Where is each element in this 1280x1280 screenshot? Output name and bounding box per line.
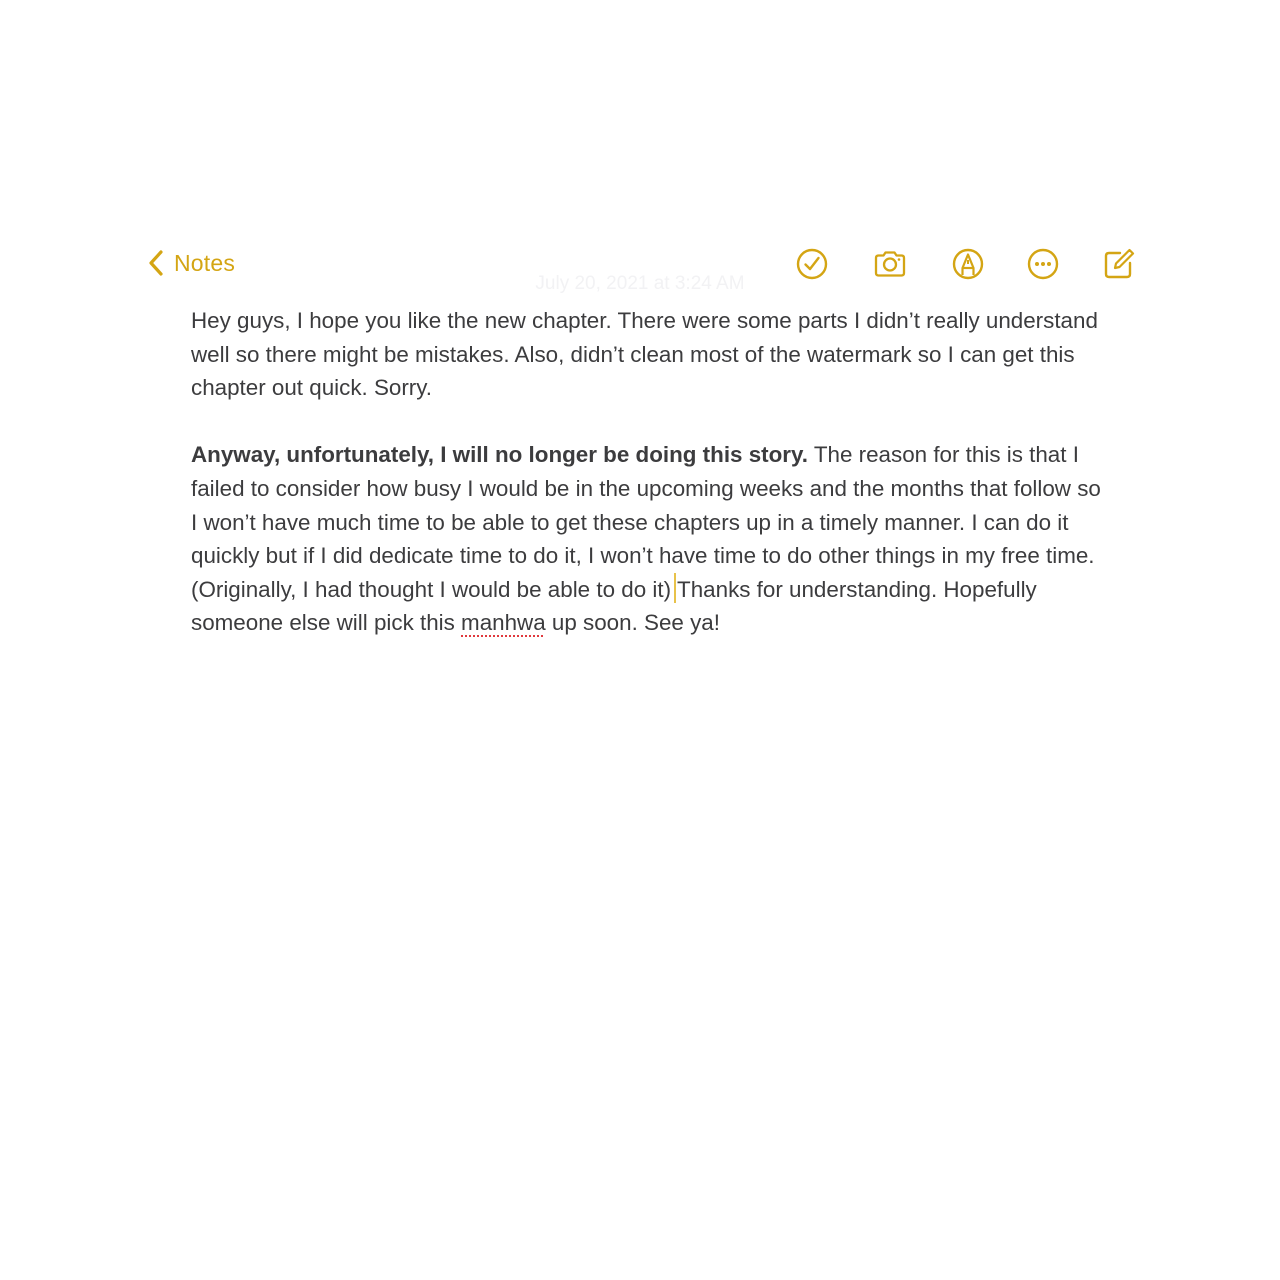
note-paragraph-1: Hey guys, I hope you like the new chapter. There were some parts I didn’t really understand well so there might be mistakes. Also, didn’t clean most of the watermark so I can get this chapter out quick. Sorry. xyxy=(191,308,1098,401)
paragraph-2-after-cursor: Thanks for understanding. Hopefully someone else will pick this xyxy=(191,576,1037,636)
paragraph-2-end: up soon. See ya! xyxy=(545,610,720,636)
paragraph-gap xyxy=(191,405,1101,439)
text-cursor xyxy=(674,573,676,603)
bold-statement: Anyway, unfortunately, I will no longer be doing this story. xyxy=(191,442,809,468)
misspelled-word[interactable]: manhwa xyxy=(461,610,546,636)
note-paragraph-2 xyxy=(191,438,1101,640)
note-date: July 20, 2021 at 3:24 AM xyxy=(535,273,745,294)
back-label: Notes xyxy=(174,249,236,276)
paragraph-2-text: The reason for this is that I failed to consider how busy I would be in the upcoming weeks and the months that follow so I won’t have much time to be able to get these chapters up in a timely manner. I can do it quickly but if I did dedicate time to do it, I won’t have time to do other things in my free time. (Originally, I had thought I would be able to do it) xyxy=(191,442,1101,602)
note-editor[interactable] xyxy=(191,304,1101,640)
